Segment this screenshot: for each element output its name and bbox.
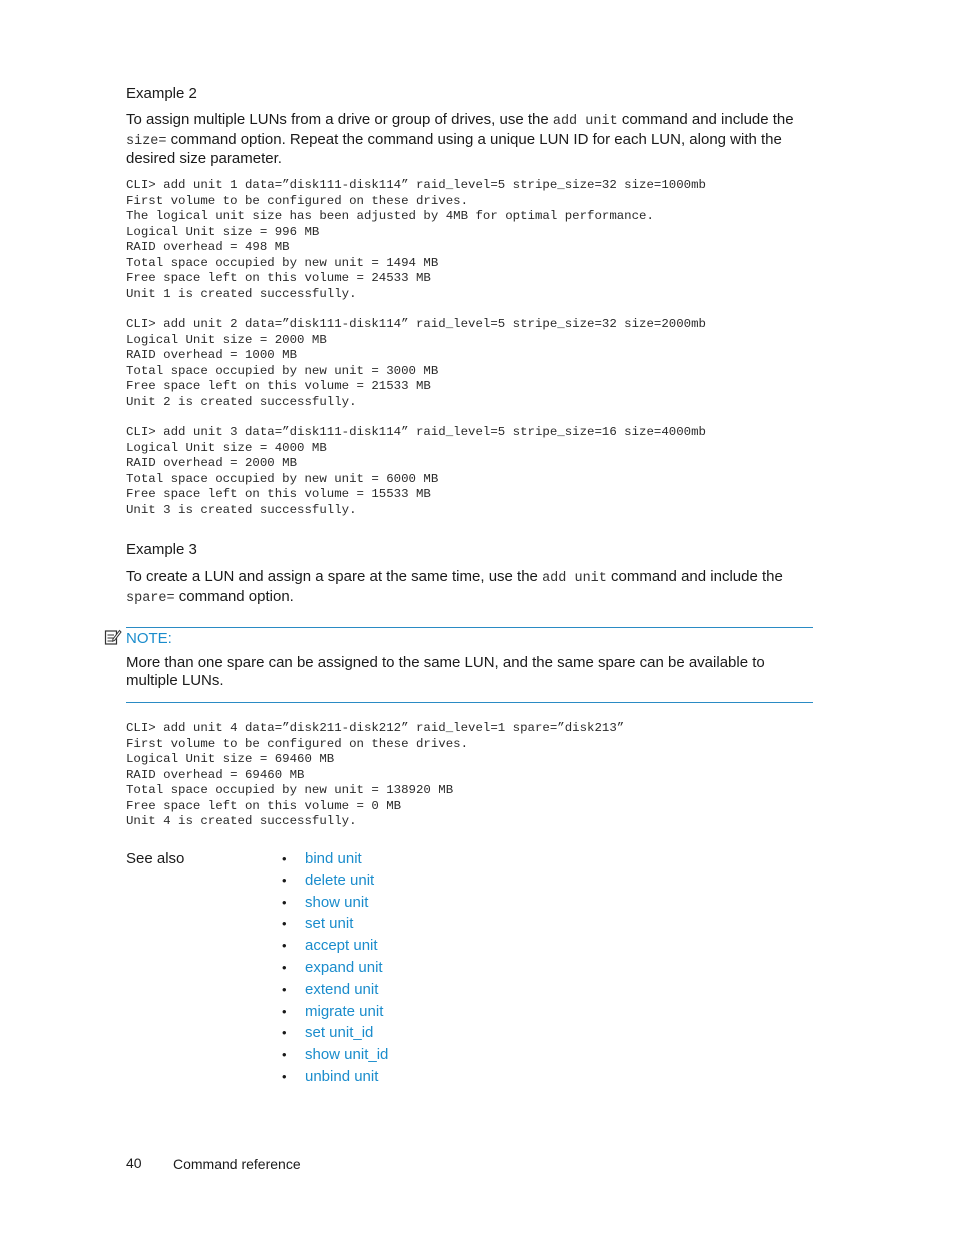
- code-block-unit-1: CLI> add unit 1 data=”disk111-disk114” raid_level=5 stripe_size=32 size=1000mb First volume to be configured on these drives. The logical unit size has been adjusted by 4MB for optimal performance. Logical Unit size = 996 MB RAID overhead = 498 MB Total space occupied by new unit = 1494 MB Free space left on this volume = 24533 MB Unit 1 is created successfully.: [126, 178, 706, 301]
- list-item: [282, 1044, 388, 1066]
- link-unbind-unit[interactable]: unbind unit: [305, 1067, 379, 1085]
- bullet-icon: •: [282, 981, 287, 997]
- description-text: command and include the: [617, 111, 794, 128]
- see-also-label: See also: [126, 850, 185, 867]
- example-2-description: [126, 111, 816, 168]
- list-item: [282, 1022, 388, 1044]
- page-number: 40: [126, 1155, 142, 1171]
- inline-code: add unit: [552, 114, 618, 129]
- list-item: [282, 1066, 388, 1088]
- note-pad-icon: [104, 628, 122, 646]
- example-2-heading: Example 2: [126, 85, 197, 102]
- list-item: [282, 913, 388, 935]
- note-body: More than one spare can be assigned to the same LUN, and the same spare can be available to multiple LUNs.: [126, 654, 765, 689]
- description-text: command option. Repeat the command using a unique LUN ID for each LUN, along with the desired size parameter.: [126, 130, 782, 167]
- bullet-icon: •: [282, 1025, 287, 1041]
- description-text: To create a LUN and assign a spare at the same time, use the: [126, 568, 543, 585]
- inline-code: add unit: [542, 571, 607, 586]
- code-block-unit-3: CLI> add unit 3 data=”disk111-disk114” raid_level=5 stripe_size=16 size=4000mb Logical Unit size = 4000 MB RAID overhead = 2000 MB Total space occupied by new unit = 6000 MB Free space left on this volume = 15533 MB Unit 3 is created successfully.: [126, 425, 706, 517]
- bullet-icon: •: [282, 1047, 287, 1063]
- bullet-icon: •: [282, 872, 287, 888]
- bullet-icon: •: [282, 894, 287, 910]
- note-bottom-rule: [126, 702, 813, 703]
- list-item: [282, 979, 388, 1001]
- link-show-unit-id[interactable]: show unit_id: [305, 1046, 389, 1064]
- list-item: [282, 892, 388, 914]
- link-migrate-unit[interactable]: migrate unit: [305, 1002, 384, 1020]
- list-item: [282, 1001, 388, 1023]
- bullet-icon: •: [282, 851, 287, 866]
- code-block-unit-4: CLI> add unit 4 data=”disk211-disk212” raid_level=1 spare=”disk213” First volume to be configured on these drives. Logical Unit size = 69460 MB RAID overhead = 69460 MB Total space occupied by new unit = 138920 MB Free space left on this volume = 0 MB Unit 4 is created successfully.: [126, 721, 625, 828]
- list-item: [282, 935, 388, 957]
- section-title: Command reference: [173, 1156, 301, 1172]
- inline-code: size=: [126, 133, 167, 149]
- link-bind-unit[interactable]: bind unit: [305, 850, 362, 867]
- link-show-unit[interactable]: show unit: [305, 893, 369, 911]
- link-extend-unit[interactable]: extend unit: [305, 980, 379, 998]
- list-item: [282, 848, 388, 870]
- bullet-icon: •: [282, 959, 287, 975]
- see-also-list: [282, 848, 388, 1088]
- link-set-unit-id[interactable]: set unit_id: [305, 1024, 374, 1042]
- link-accept-unit[interactable]: accept unit: [305, 937, 378, 955]
- link-set-unit[interactable]: set unit: [305, 915, 354, 933]
- note-title: NOTE:: [126, 630, 172, 647]
- example-3-description: [126, 568, 816, 607]
- bullet-icon: •: [282, 1068, 287, 1084]
- example-3-heading: Example 3: [126, 541, 197, 558]
- description-text: command option.: [174, 587, 294, 605]
- code-block-unit-2: CLI> add unit 2 data=”disk111-disk114” raid_level=5 stripe_size=32 size=2000mb Logical Unit size = 2000 MB RAID overhead = 1000 MB Total space occupied by new unit = 3000 MB Free space left on this volume = 21533 MB Unit 2 is created successfully.: [126, 317, 706, 409]
- link-expand-unit[interactable]: expand unit: [305, 958, 383, 976]
- link-delete-unit[interactable]: delete unit: [305, 871, 375, 889]
- bullet-icon: •: [282, 938, 287, 954]
- inline-code: spare=: [126, 590, 175, 606]
- note-top-rule: [126, 627, 813, 628]
- bullet-icon: •: [282, 916, 287, 932]
- bullet-icon: •: [282, 1003, 287, 1019]
- description-text: command and include the: [606, 568, 783, 585]
- list-item: [282, 870, 388, 892]
- list-item: [282, 957, 388, 979]
- description-text: To assign multiple LUNs from a drive or group of drives, use the: [126, 111, 553, 128]
